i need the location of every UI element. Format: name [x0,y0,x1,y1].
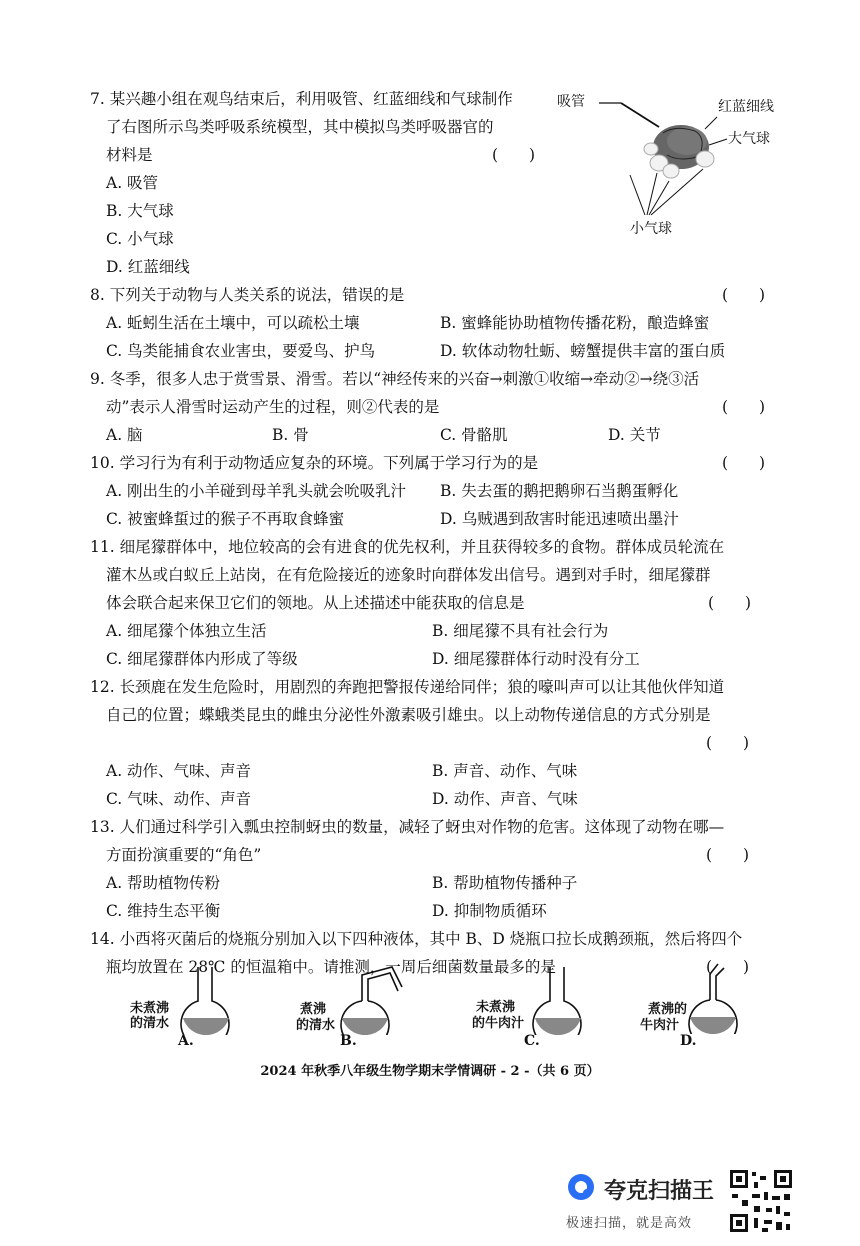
page-footer: 2024 年秋季八年级生物学期末学情调研 - 2 -（共 6 页） [260,1064,600,1079]
q14-line2: 瓶均放置在 28℃ 的恒温箱中。请推测，一周后细菌数量最多的是 [106,958,556,976]
q8-option-a: A. 蚯蚓生活在土壤中，可以疏松土壤 [106,314,360,332]
q10-option-d: D. 乌贼遇到敌害时能迅速喷出墨汁 [440,510,679,528]
brand-name: 夸克扫描王 [604,1179,715,1204]
qr-code-icon [728,1168,794,1234]
q14-answer-paren: ( ) [706,958,750,976]
q8-option-b: B. 蜜蜂能协助植物传播花粉，酿造蜂蜜 [440,314,710,332]
q7-option-a: A. 吸管 [106,174,159,192]
label-red-blue-thread: 红蓝细线 [718,99,774,115]
flask-a-label-line2: 的清水 [130,1016,170,1031]
q12-answer-paren: ( ) [706,734,750,752]
flask-d-swan-neck-icon [680,962,770,1034]
q8-answer-paren: ( ) [722,286,766,304]
quark-logo-icon [566,1172,596,1202]
q10-option-c: C. 被蜜蜂蜇过的猴子不再取食蜂蜜 [106,510,345,528]
flask-a-label-line1: 未煮沸 [130,1001,170,1016]
flask-b-label-line2: 的清水 [296,1018,336,1033]
q11-line1: 11. 细尾獴群体中，地位较高的会有进食的优先权利，并且获得较多的食物。群体成员轮流在 [90,538,725,556]
q13-line2: 方面扮演重要的“角色” [106,846,262,864]
label-small-balloon: 小气球 [630,221,672,237]
q9-line1: 9. 冬季，很多人忠于赏雪景、滑雪。若以“神经传来的兴奋→刺激①收缩→牵动②→绕③活 [90,370,700,388]
q11-line2: 灌木丛或白蚁丘上站岗，在有危险接近的迹象时向群体发出信号。遇到对手时，细尾獴群 [106,566,711,584]
flask-d-letter: D. [680,1033,697,1049]
q12-line1: 12. 长颈鹿在发生危险时，用剧烈的奔跑把警报传递给同伴；狼的嚎叫声可以让其他伙伴知道 [90,678,725,696]
q8-stem: 8. 下列关于动物与人类关系的说法，错误的是 [90,286,405,304]
q9-answer-paren: ( ) [722,398,766,416]
brand-slogan: 极速扫描，就是高效 [566,1216,693,1231]
q7-line1: 7. 某兴趣小组在观鸟结束后，利用吸管、红蓝细线和气球制作 [90,90,513,108]
q12-line2: 自己的位置；蝶蛾类昆虫的雌虫分泌性外激素吸引雄虫。以上动物传递信息的方式分别是 [106,706,711,724]
q7-option-c: C. 小气球 [106,230,174,248]
flask-b-label-line1: 煮沸 [300,1002,327,1017]
q12-option-d: D. 动作、声音、气味 [432,790,578,808]
q14-line1: 14. 小西将灭菌后的烧瓶分别加入以下四种液体，其中 B、D 烧瓶口拉长成鹅颈瓶，然后将四个 [90,930,743,948]
q11-option-c: C. 细尾獴群体内形成了等级 [106,650,298,668]
q7-line3: 材料是 [106,146,153,164]
label-big-balloon: 大气球 [728,131,770,147]
q7-line2: 了右图所示鸟类呼吸系统模型，其中模拟鸟类呼吸器官的 [106,118,494,136]
q11-line3: 体会联合起来保卫它们的领地。从上述描述中能获取的信息是 [106,594,525,612]
q9-line2: 动”表示人滑雪时运动产生的过程，则②代表的是 [106,398,440,416]
q8-option-d: D. 软体动物牡蛎、螃蟹提供丰富的蛋白质 [440,342,726,360]
flask-d-label-line1: 煮沸的 [648,1002,688,1017]
q7-option-d: D. 红蓝细线 [106,258,190,276]
q13-line1: 13. 人们通过科学引入瓢虫控制蚜虫的数量，减轻了蚜虫对作物的危害。这体现了动物在哪— [90,818,725,836]
q13-option-d: D. 抑制物质循环 [432,902,547,920]
q11-option-b: B. 细尾獴不具有社会行为 [432,622,609,640]
flask-c-label-line2: 的牛肉汁 [472,1016,525,1031]
q10-stem: 10. 学习行为有利于动物适应复杂的环境。下列属于学习行为的是 [90,454,539,472]
q10-answer-paren: ( ) [722,454,766,472]
q11-option-a: A. 细尾獴个体独立生活 [106,622,267,640]
q9-option-b: B. 骨 [272,426,309,444]
q7-option-b: B. 大气球 [106,202,174,220]
q12-option-a: A. 动作、气味、声音 [106,762,252,780]
flask-a-letter: A. [178,1033,194,1049]
q10-option-b: B. 失去蛋的鹅把鹅卵石当鹅蛋孵化 [440,482,679,500]
label-straw: 吸管 [557,94,585,110]
q9-option-c: C. 骨骼肌 [440,426,508,444]
q11-option-d: D. 细尾獴群体行动时没有分工 [432,650,640,668]
q12-option-c: C. 气味、动作、声音 [106,790,252,808]
q13-option-b: B. 帮助植物传播种子 [432,874,578,892]
q13-option-a: A. 帮助植物传粉 [106,874,221,892]
q9-option-d: D. 关节 [608,426,661,444]
q9-option-a: A. 脑 [106,426,143,444]
flask-a-icon [168,965,258,1035]
flask-c-label-line1: 未煮沸 [476,1000,516,1015]
q10-option-a: A. 刚出生的小羊碰到母羊乳头就会吮吸乳汁 [106,482,407,500]
q13-option-c: C. 维持生态平衡 [106,902,221,920]
flask-c-letter: C. [524,1033,540,1049]
flask-d-label-line2: 牛肉汁 [640,1018,680,1033]
q12-option-b: B. 声音、动作、气味 [432,762,578,780]
q8-option-c: C. 鸟类能捕食农业害虫，要爱鸟、护鸟 [106,342,376,360]
flask-b-swan-neck-icon [332,965,422,1035]
flask-b-letter: B. [340,1033,357,1049]
q11-answer-paren: ( ) [708,594,752,612]
q7-answer-paren: ( ) [492,146,536,164]
flask-c-icon [520,965,610,1035]
q13-answer-paren: ( ) [706,846,750,864]
